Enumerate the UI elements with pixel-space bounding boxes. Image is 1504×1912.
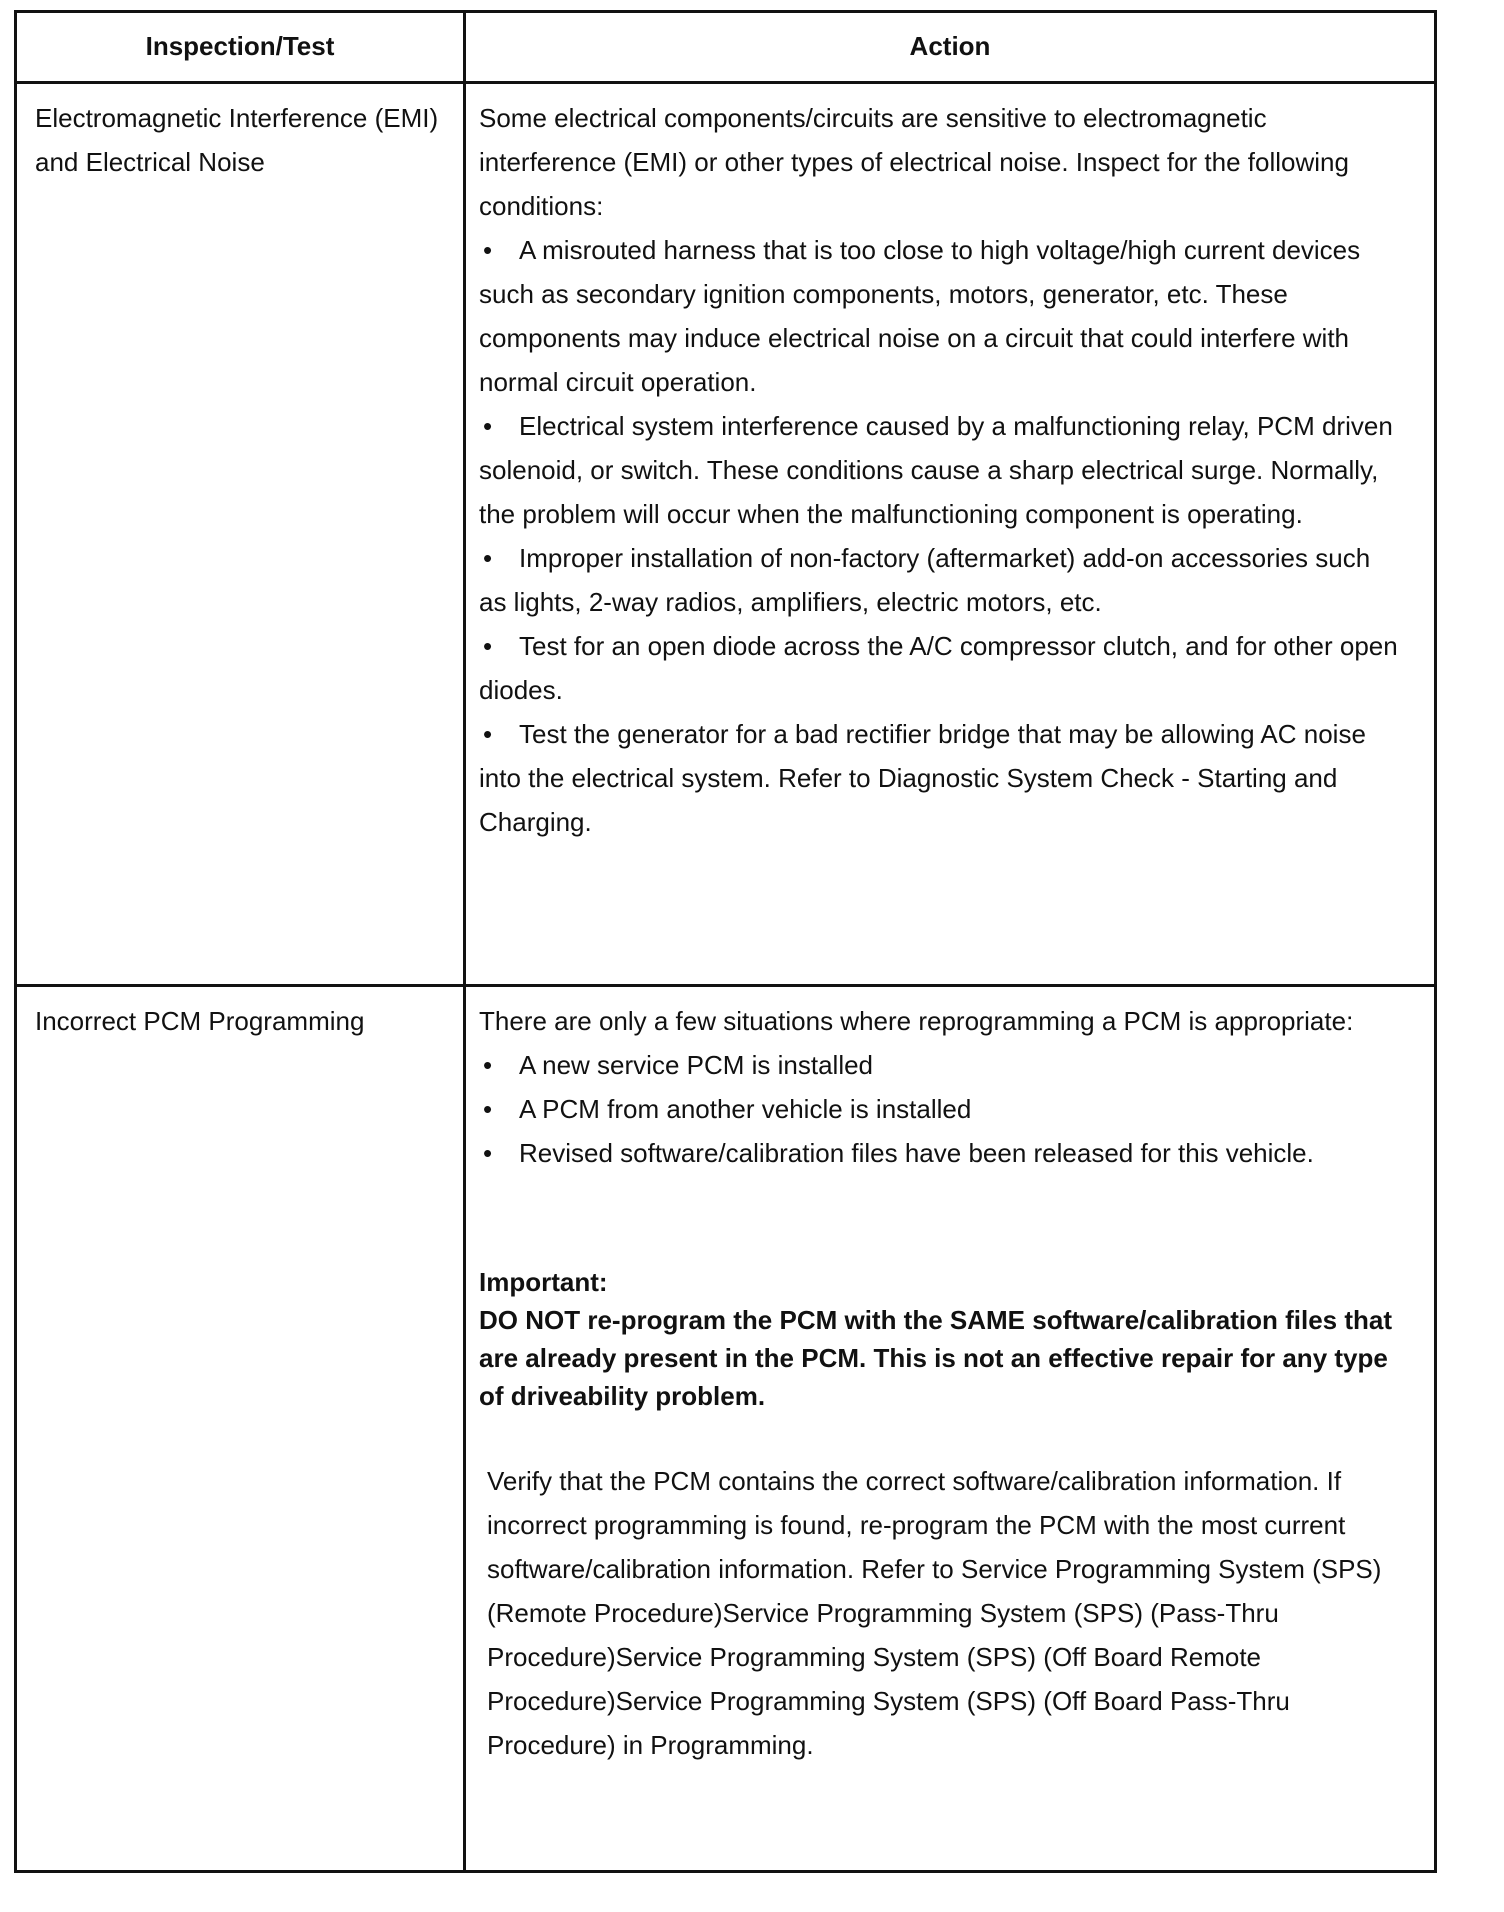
row-2-bullet: • Revised software/calibration files have been released for this vehicle. <box>479 1131 1404 1175</box>
bullet-dot: • <box>483 411 493 441</box>
row-1-bullet: • Test for an open diode across the A/C compressor clutch, and for other open diodes. <box>479 624 1404 712</box>
header-divider <box>17 81 1434 84</box>
row-1-inspection: Electromagnetic Interference (EMI) and Electrical Noise <box>35 103 439 177</box>
diagnostic-table <box>14 10 1437 1873</box>
row-1-bullet: • Electrical system interference caused by a malfunctioning relay, PCM driven solenoid, or switch. These conditions cause a sharp electrical surge. Normally, the problem will occur when the malfunctioning component is operating. <box>479 404 1404 536</box>
row-divider <box>17 984 1434 987</box>
row-1-intro: Some electrical components/circuits are sensitive to electromagnetic interference (EMI) or other types of electrical noise. Inspect for the following conditions: <box>479 103 1349 221</box>
row-2-action <box>479 999 1404 1767</box>
bullet-dot: • <box>483 631 493 661</box>
important-text: DO NOT re-program the PCM with the SAME software/calibration files that are already present in the PCM. This is not an effective repair for any type of driveability problem. <box>479 1305 1392 1411</box>
header-inspection-test: Inspection/Test <box>145 31 335 61</box>
row-2-bullet: • A new service PCM is installed <box>479 1043 1404 1087</box>
row-1-bullet: • A misrouted harness that is too close to high voltage/high current devices such as secondary ignition components, motors, generator, etc. These components may induce electrical noise on a circuit that could interfere with normal circuit operation. <box>479 228 1404 404</box>
bullet-dot: • <box>483 543 493 573</box>
important-note <box>479 1263 1404 1415</box>
row-2-intro: There are only a few situations where reprogramming a PCM is appropriate: <box>479 1006 1354 1036</box>
bullet-dot: • <box>483 1050 493 1080</box>
row-2-bullet: • A PCM from another vehicle is installed <box>479 1087 1404 1131</box>
bullet-dot: • <box>483 1094 493 1124</box>
row-1-bullet: • Improper installation of non-factory (aftermarket) add-on accessories such as lights, 2-way radios, amplifiers, electric motors, etc. <box>479 536 1404 624</box>
bullet-dot: • <box>483 235 493 265</box>
row-2-inspection: Incorrect PCM Programming <box>35 1006 365 1036</box>
row-1-action <box>479 96 1404 844</box>
header-action: Action <box>909 31 991 61</box>
column-divider <box>463 13 466 1870</box>
row-1-bullet: • Test the generator for a bad rectifier bridge that may be allowing AC noise into the electrical system. Refer to Diagnostic System Check - Starting and Charging. <box>479 712 1404 844</box>
bullet-dot: • <box>483 719 493 749</box>
important-label: Important: <box>479 1267 608 1297</box>
verify-text: Verify that the PCM contains the correct software/calibration information. If incorrect programming is found, re-program the PCM with the most current software/calibration information. Refer to Service Programming System (SPS) (Remote Procedure)Service Programming System (SPS) (Pass-Thru Procedure)Service Programming System (SPS) (Off Board Remote Procedure)Service Programming System (SPS) (Off Board Pass-Thru Procedure) in Programming. <box>487 1466 1382 1760</box>
bullet-dot: • <box>483 1138 493 1168</box>
